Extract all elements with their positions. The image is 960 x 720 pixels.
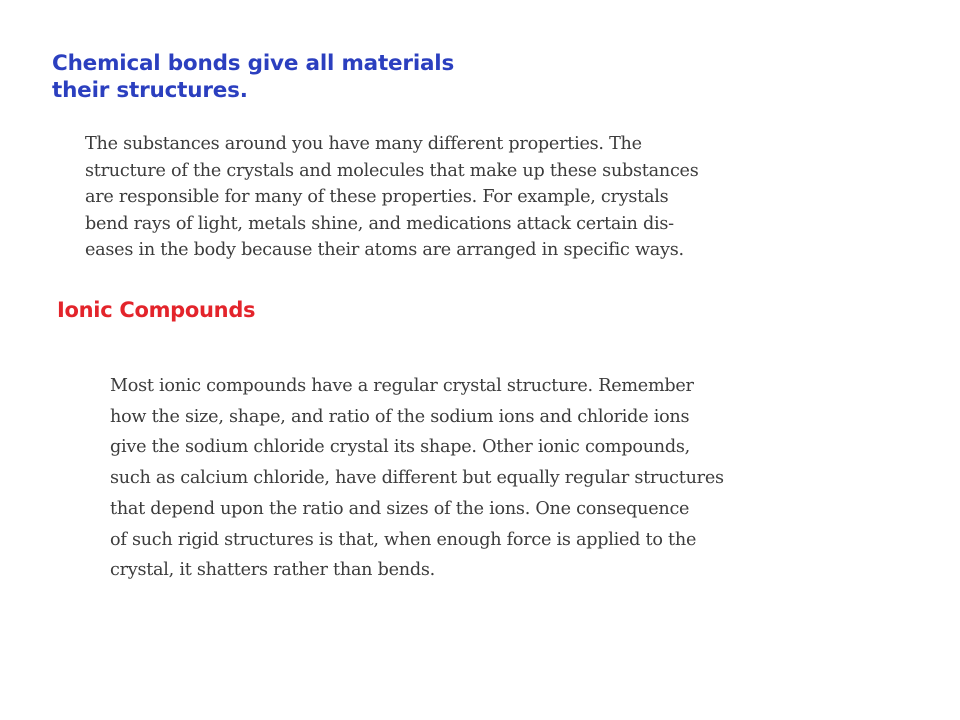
intro-line: structure of the crystals and molecules that make up these substances: [85, 160, 699, 181]
ionic-line: give the sodium chloride crystal its shape. Other ionic compounds,: [110, 437, 690, 458]
intro-line: The substances around you have many different properties. The: [85, 134, 642, 154]
intro-line: are responsible for many of these properties. For example, crystals: [85, 187, 669, 207]
ionic-line: Most ionic compounds have a regular crystal structure. Remember: [110, 376, 694, 396]
intro-line: bend rays of light, metals shine, and medications attack certain dis-: [85, 213, 674, 234]
ionic-line: crystal, it shatters rather than bends.: [110, 560, 435, 581]
ionic-line: of such rigid structures is that, when enough force is applied to the: [110, 529, 697, 550]
slide-title-line: their structures.: [52, 78, 248, 103]
ionic-compounds-paragraph: [110, 371, 724, 586]
ionic-line: such as calcium chloride, have different but equally regular structures: [110, 468, 724, 489]
intro-line: eases in the body because their atoms are arranged in specific ways.: [85, 240, 684, 260]
section-heading-ionic-compounds: Ionic Compounds: [57, 298, 256, 322]
intro-paragraph: [85, 131, 699, 264]
slide-title-line: Chemical bonds give all materials: [52, 51, 455, 76]
slide-title: [52, 50, 512, 104]
ionic-line: that depend upon the ratio and sizes of the ions. One consequence: [110, 498, 690, 519]
ionic-line: how the size, shape, and ratio of the sodium ions and chloride ions: [110, 406, 690, 427]
